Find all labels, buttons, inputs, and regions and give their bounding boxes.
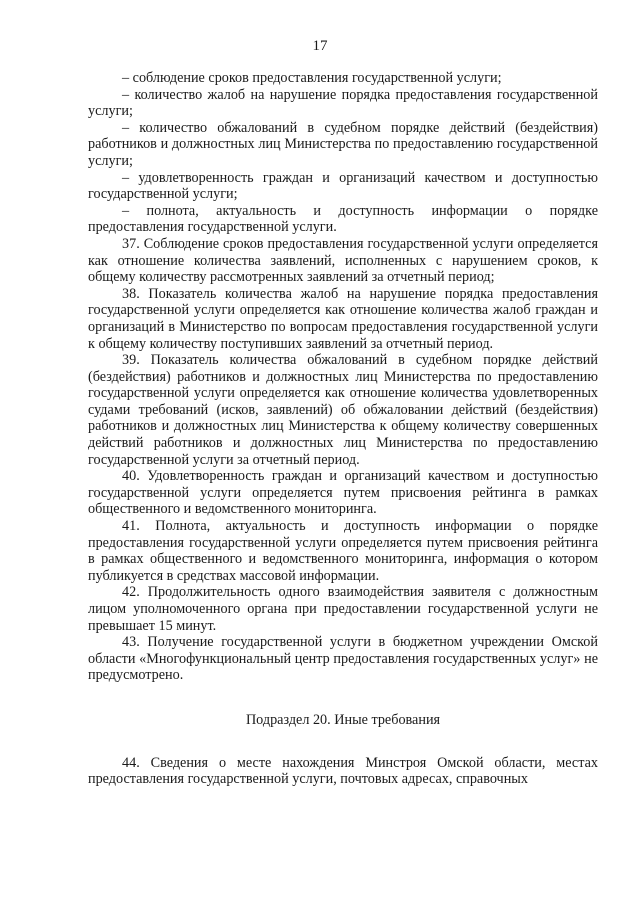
page-number: 17 (312, 38, 328, 54)
paragraph-37: 37. Соблюдение сроков предоставления государственной услуги определяется как отношение количества заявлений, исполненных с нарушением сроков, к общему количеству рассмотренных заявлений за отчетный период; (88, 235, 598, 286)
list-item-court-appeals: – количество обжалований в судебном порядке действий (бездействия) работников и должностных лиц Министерства по предоставлению государственной услуги; (88, 119, 598, 169)
paragraph-40: 40. Удовлетворенность граждан и организаций качеством и доступностью государственной услуги определяется путем присвоения рейтинга в рамках общественного и ведомственного мониторинга. (88, 468, 598, 518)
list-item-deadlines: – соблюдение сроков предоставления государственной услуги; (122, 70, 502, 86)
paragraph-38: 38. Показатель количества жалоб на нарушение порядка предоставления государственной услуги определяется как отношение количества жалоб граждан и организаций в Министерство по вопросам предоставления государственной услуги к общему количеству поступивших заявлений за отчетный период. (88, 285, 598, 352)
paragraph-44: 44. Сведения о месте нахождения Минстроя Омской области, местах предоставления государственной услуги, почтовых адресах, справочных (88, 754, 598, 788)
subsection-heading: Подраздел 20. Иные требования (245, 711, 441, 728)
list-item-information: – полнота, актуальность и доступность информации о порядке предоставления государственной услуги. (88, 202, 598, 236)
document-body (88, 70, 598, 788)
paragraph-42: 42. Продолжительность одного взаимодействия заявителя с должностным лицом уполномоченного органа при предоставлении государственной услуги не превышает 15 минут. (88, 584, 598, 634)
paragraph-39: 39. Показатель количества обжалований в судебном порядке действий (бездействия) работников и должностных лиц Министерства по предоставлению государственной услуги определяется как отношение количества удовлетворенных судами требований (исков, заявлений) об обжаловании действий (бездействия) работников и должностных лиц Министерства к общему количеству совершенных действий работников и должностных лиц Министерства по предоставлению государственной услуги за отчетный период. (88, 352, 598, 468)
paragraph-41: 41. Полнота, актуальность и доступность информации о порядке предоставления государственной услуги определяется путем присвоения рейтинга в рамках общественного и ведомственного мониторинга, информация о котором публикуется в средствах массовой информации. (88, 518, 598, 584)
list-item-satisfaction: – удовлетворенность граждан и организаций качеством и доступностью государственной услуги; (88, 169, 598, 203)
paragraph-43: 43. Получение государственной услуги в бюджетном учреждении Омской области «Многофункциональный центр предоставления государственных услуг» не предусмотрено. (88, 634, 598, 684)
list-item-complaints: – количество жалоб на нарушение порядка предоставления государственной услуги; (88, 86, 598, 120)
